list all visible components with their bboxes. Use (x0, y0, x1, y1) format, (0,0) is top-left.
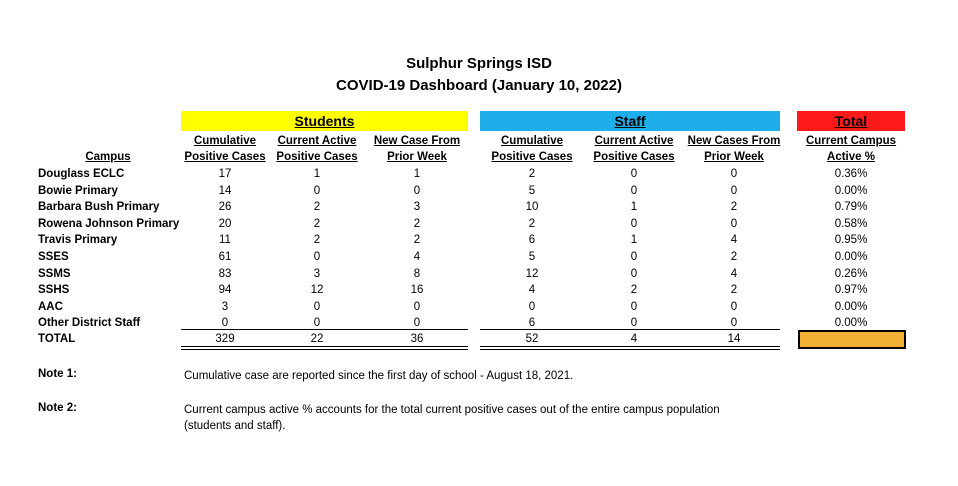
students-new-cases-cell: 4 (413, 251, 421, 263)
staff-current-active-cell: 0 (630, 251, 638, 263)
staff-cumulative-cell: 5 (528, 184, 536, 197)
students-new-cases-cell: 16 (410, 284, 424, 297)
staff-current-active-header (588, 133, 680, 165)
students-cumulative-cell: 61 (218, 251, 232, 263)
header-line: Positive Cases (184, 151, 266, 163)
header-line: Current Active (277, 135, 357, 147)
staff-cumulative-cell: 6 (528, 234, 536, 247)
campus-name: SSMS (38, 267, 71, 280)
total-students-cumulative-cell: 329 (215, 333, 235, 345)
students-current-active-header (271, 133, 363, 165)
staff-new-cases-cell: 0 (730, 217, 738, 230)
students-cumulative-cell: 94 (218, 284, 232, 297)
campus-active-pct-cell: 0.97% (834, 284, 868, 297)
students-cumulative-cell: 11 (219, 234, 231, 247)
header-line: Positive Cases (491, 151, 573, 163)
staff-cumulative-cell: 4 (528, 284, 536, 297)
staff-cumulative-header (486, 133, 578, 165)
students-new-cases-cell: 2 (413, 217, 421, 230)
total-staff-new-cases-cell: 14 (727, 333, 741, 345)
students-cumulative-cell: 0 (221, 317, 229, 330)
campus-active-pct-header (797, 133, 905, 165)
total-top-rule (181, 329, 468, 330)
campus-column-header: Campus (85, 151, 131, 163)
campus-active-pct-cell: 0.26% (834, 267, 868, 280)
note-label: Note 2: (38, 402, 77, 414)
header-line: Prior Week (704, 151, 764, 163)
staff-new-cases-cell: 2 (730, 251, 738, 263)
note-label: Note 1: (38, 368, 77, 380)
total-group-header: Total (797, 111, 905, 131)
campus-name: Bowie Primary (38, 184, 118, 197)
staff-new-cases-cell: 0 (730, 184, 738, 197)
staff-new-cases-cell: 2 (730, 201, 738, 214)
staff-current-active-cell: 0 (630, 217, 638, 230)
total-students-current-active-cell: 22 (310, 333, 324, 345)
page-subtitle: COVID-19 Dashboard (January 10, 2022) (336, 77, 622, 94)
header-line: Current Active (594, 135, 674, 147)
staff-current-active-cell: 0 (630, 300, 638, 313)
students-current-active-cell: 0 (313, 300, 321, 313)
students-new-cases-header (369, 133, 465, 165)
staff-cumulative-cell: 10 (525, 201, 539, 214)
staff-cumulative-cell: 12 (525, 267, 539, 280)
students-current-active-cell: 0 (313, 251, 321, 263)
staff-current-active-cell: 0 (630, 317, 638, 330)
campus-name: Travis Primary (38, 234, 118, 247)
header-line: Cumulative (194, 135, 256, 147)
campus-active-pct-cell: 0.36% (834, 168, 868, 180)
staff-current-active-cell: 2 (630, 284, 638, 297)
students-current-active-cell: 1 (313, 168, 321, 180)
staff-current-active-cell: 1 (630, 201, 638, 214)
students-group-header: Students (181, 111, 468, 131)
students-current-active-cell: 2 (313, 217, 321, 230)
campus-active-pct-cell: 0.00% (834, 251, 868, 263)
campus-name: Douglass ECLC (38, 168, 125, 180)
students-cumulative-cell: 3 (221, 300, 229, 313)
campus-name: SSHS (38, 284, 70, 297)
staff-new-cases-cell: 0 (730, 300, 738, 313)
header-line: Prior Week (387, 151, 447, 163)
header-line: Current Campus (805, 135, 897, 147)
students-current-active-cell: 3 (313, 267, 321, 280)
students-new-cases-cell: 3 (413, 201, 421, 214)
note-text: Current campus active % accounts for the total current positive cases out of the entire campus population (students and staff). (184, 404, 720, 432)
students-cumulative-header (179, 133, 271, 165)
staff-new-cases-cell: 2 (730, 284, 738, 297)
students-new-cases-cell: 0 (413, 184, 421, 197)
students-cumulative-cell: 20 (218, 217, 232, 230)
staff-new-cases-cell: 4 (730, 267, 738, 280)
campus-name: Barbara Bush Primary (38, 201, 160, 214)
staff-new-cases-cell: 4 (730, 234, 738, 247)
header-line: Positive Cases (276, 151, 358, 163)
staff-current-active-cell: 0 (630, 267, 638, 280)
students-current-active-cell: 12 (310, 284, 324, 297)
staff-current-active-cell: 0 (630, 168, 638, 180)
campus-name: Other District Staff (38, 317, 141, 330)
staff-cumulative-cell: 2 (528, 217, 536, 230)
total-row-label: TOTAL (38, 333, 76, 345)
staff-cumulative-cell: 5 (528, 251, 536, 263)
note-text: Cumulative case are reported since the first day of school - August 18, 2021. (184, 370, 574, 382)
header-line: Active % (827, 151, 875, 163)
total-active-highlight (798, 330, 906, 349)
students-current-active-cell: 2 (313, 234, 321, 247)
total-staff-current-active-cell: 4 (630, 333, 638, 345)
campus-active-pct-cell: 0.79% (834, 201, 868, 214)
students-current-active-cell: 2 (313, 201, 321, 214)
students-current-active-cell: 0 (313, 317, 321, 330)
students-new-cases-cell: 1 (413, 168, 421, 180)
total-students-new-cases-cell: 36 (410, 333, 424, 345)
staff-group-header: Staff (480, 111, 780, 131)
staff-cumulative-cell: 0 (528, 300, 536, 313)
campus-active-pct-cell: 0.00% (834, 300, 868, 313)
students-new-cases-cell: 2 (413, 234, 421, 247)
campus-active-pct-cell: 0.00% (834, 317, 868, 330)
students-cumulative-cell: 17 (218, 168, 232, 180)
header-line: New Case From (373, 135, 461, 147)
total-staff-cumulative-cell: 52 (525, 333, 539, 345)
staff-current-active-cell: 1 (630, 234, 638, 247)
students-current-active-cell: 0 (313, 184, 321, 197)
staff-new-cases-cell: 0 (730, 317, 738, 330)
header-line: Positive Cases (593, 151, 675, 163)
staff-cumulative-cell: 6 (528, 317, 536, 330)
students-new-cases-cell: 0 (413, 300, 421, 313)
total-double-rule (480, 349, 780, 350)
header-line: Cumulative (501, 135, 563, 147)
students-new-cases-cell: 0 (413, 317, 421, 330)
page-title: Sulphur Springs ISD (406, 55, 552, 72)
campus-name: Rowena Johnson Primary (38, 217, 180, 230)
campus-name: SSES (38, 251, 69, 263)
campus-active-pct-cell: 0.95% (834, 234, 868, 247)
staff-new-cases-cell: 0 (730, 168, 738, 180)
campus-name: AAC (38, 300, 63, 313)
total-double-rule (181, 346, 468, 347)
staff-new-cases-header (682, 133, 786, 165)
students-cumulative-cell: 83 (218, 267, 232, 280)
total-double-rule (181, 349, 468, 350)
students-new-cases-cell: 8 (413, 267, 421, 280)
total-top-rule (480, 329, 780, 330)
students-cumulative-cell: 14 (218, 184, 232, 197)
campus-active-pct-cell: 0.58% (834, 217, 868, 230)
students-cumulative-cell: 26 (218, 201, 232, 214)
total-double-rule (480, 346, 780, 347)
campus-active-pct-cell: 0.00% (834, 184, 868, 197)
staff-cumulative-cell: 2 (528, 168, 536, 180)
header-line: New Cases From (687, 135, 781, 147)
staff-current-active-cell: 0 (630, 184, 638, 197)
